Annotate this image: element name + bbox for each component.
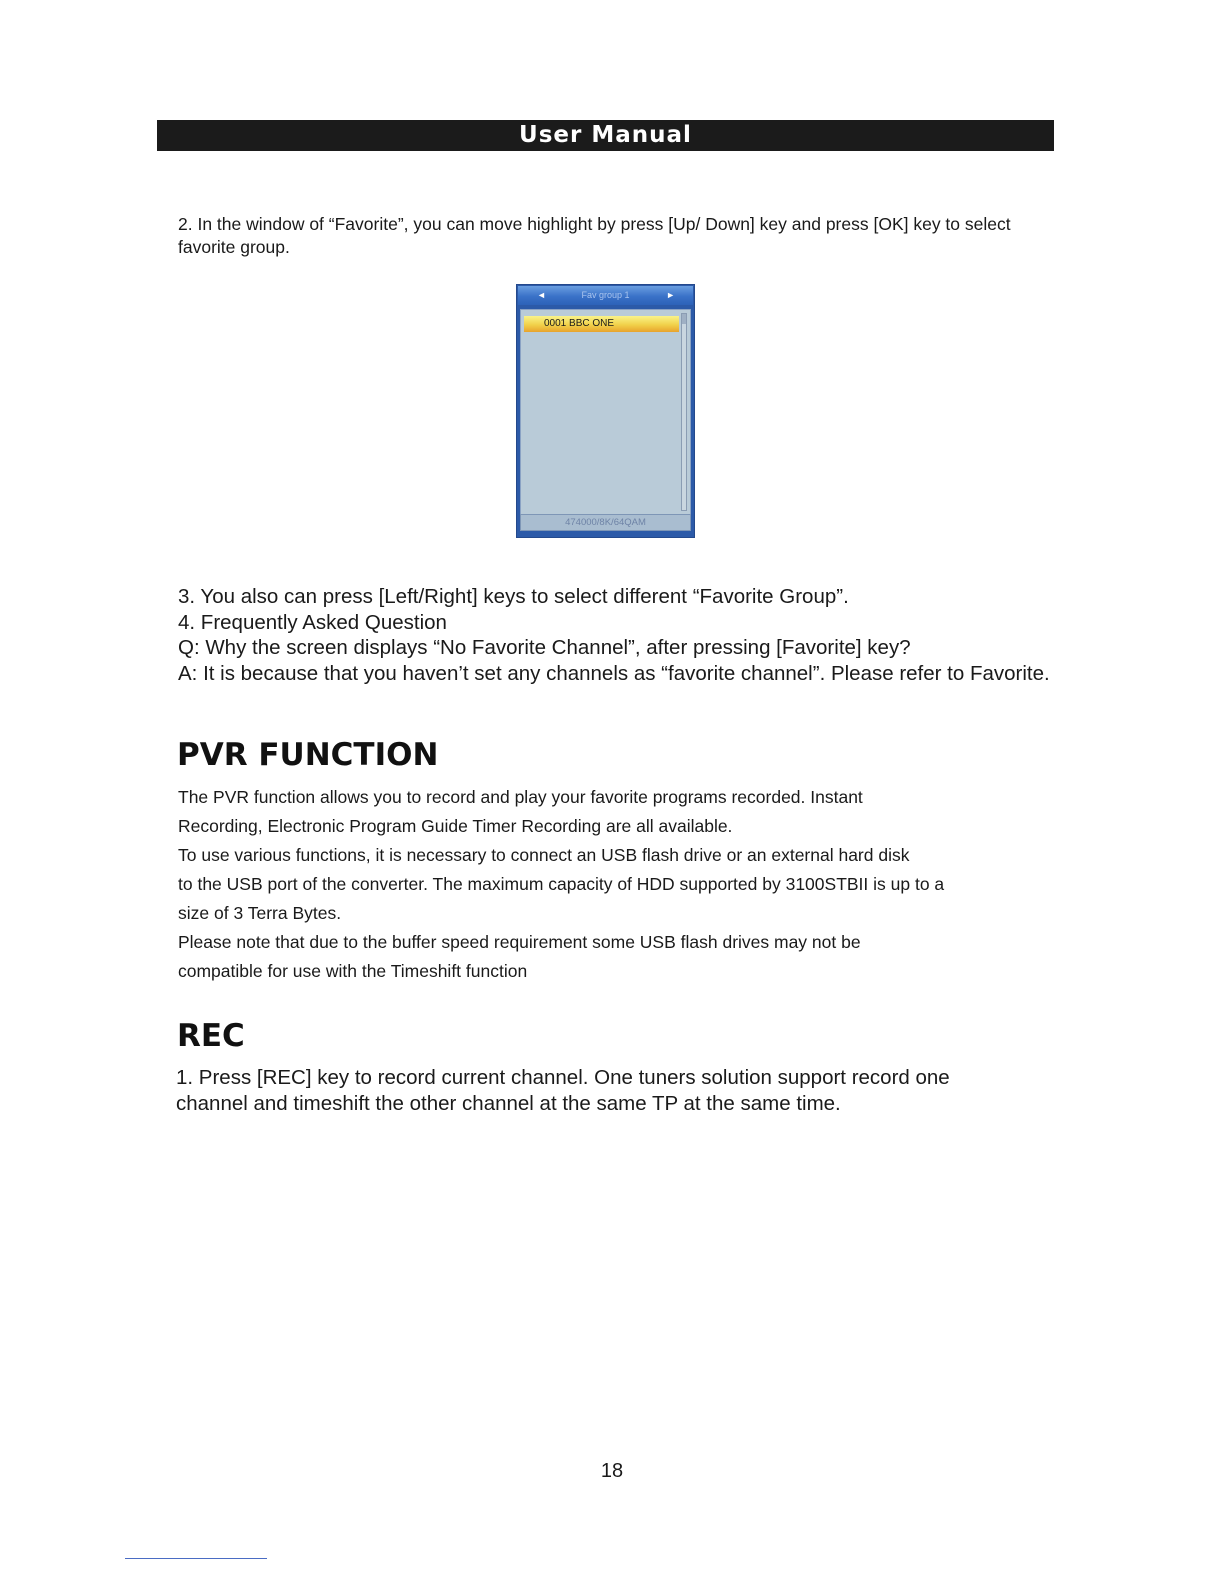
steps-block	[178, 584, 1118, 686]
faq-question: Q: Why the screen displays “No Favorite Channel”, after pressing [Favorite] key?	[178, 636, 911, 659]
header-title: User Manual	[519, 122, 692, 148]
channel-list-scrollbar[interactable]	[681, 313, 687, 511]
rec-line: 1. Press [REC] key to record current channel. One tuners solution support record one	[176, 1066, 950, 1089]
pvr-line: compatible for use with the Timeshift function	[178, 961, 528, 981]
page-number: 18	[600, 1460, 624, 1482]
favorite-screen	[516, 284, 695, 538]
footer-divider	[125, 1558, 267, 1559]
rec-heading: REC	[177, 1018, 245, 1054]
step-2-text: 2. In the window of “Favorite”, you can move highlight by press [Up/ Down] key and press [OK] key to select favorite group.	[178, 214, 1011, 257]
step-4-text: 4. Frequently Asked Question	[178, 610, 447, 634]
channel-row-highlighted[interactable]: 0001 BBC ONE	[524, 316, 679, 332]
right-arrow-icon[interactable]: ►	[666, 290, 675, 300]
favorite-group-label: Fav group 1	[581, 290, 630, 300]
channel-list	[520, 309, 691, 515]
left-arrow-icon[interactable]: ◄	[537, 290, 546, 300]
scrollbar-thumb[interactable]	[682, 314, 686, 324]
pvr-description	[178, 783, 1018, 986]
favorite-group-bar	[518, 286, 693, 305]
page-header	[157, 120, 1054, 151]
transponder-info: 474000/8K/64QAM	[520, 514, 691, 531]
pvr-function-heading: PVR FUNCTION	[177, 737, 439, 773]
pvr-line: Recording, Electronic Program Guide Timer Recording are all available.	[178, 816, 733, 836]
pvr-line: Please note that due to the buffer speed requirement some USB flash drives may not be	[178, 932, 861, 952]
rec-description	[176, 1065, 1026, 1116]
pvr-line: to the USB port of the converter. The maximum capacity of HDD supported by 3100STBII is up to a	[178, 874, 945, 894]
pvr-line: size of 3 Terra Bytes.	[178, 903, 342, 923]
step-3-text: 3. You also can press [Left/Right] keys to select different “Favorite Group”.	[178, 585, 849, 608]
pvr-line: The PVR function allows you to record and play your favorite programs recorded. Instant	[178, 787, 863, 807]
rec-line: channel and timeshift the other channel at the same TP at the same time.	[176, 1091, 841, 1115]
faq-answer: A: It is because that you haven’t set any channels as “favorite channel”. Please refer to Favorite.	[178, 661, 1050, 685]
pvr-line: To use various functions, it is necessary to connect an USB flash drive or an external hard disk	[178, 845, 910, 865]
